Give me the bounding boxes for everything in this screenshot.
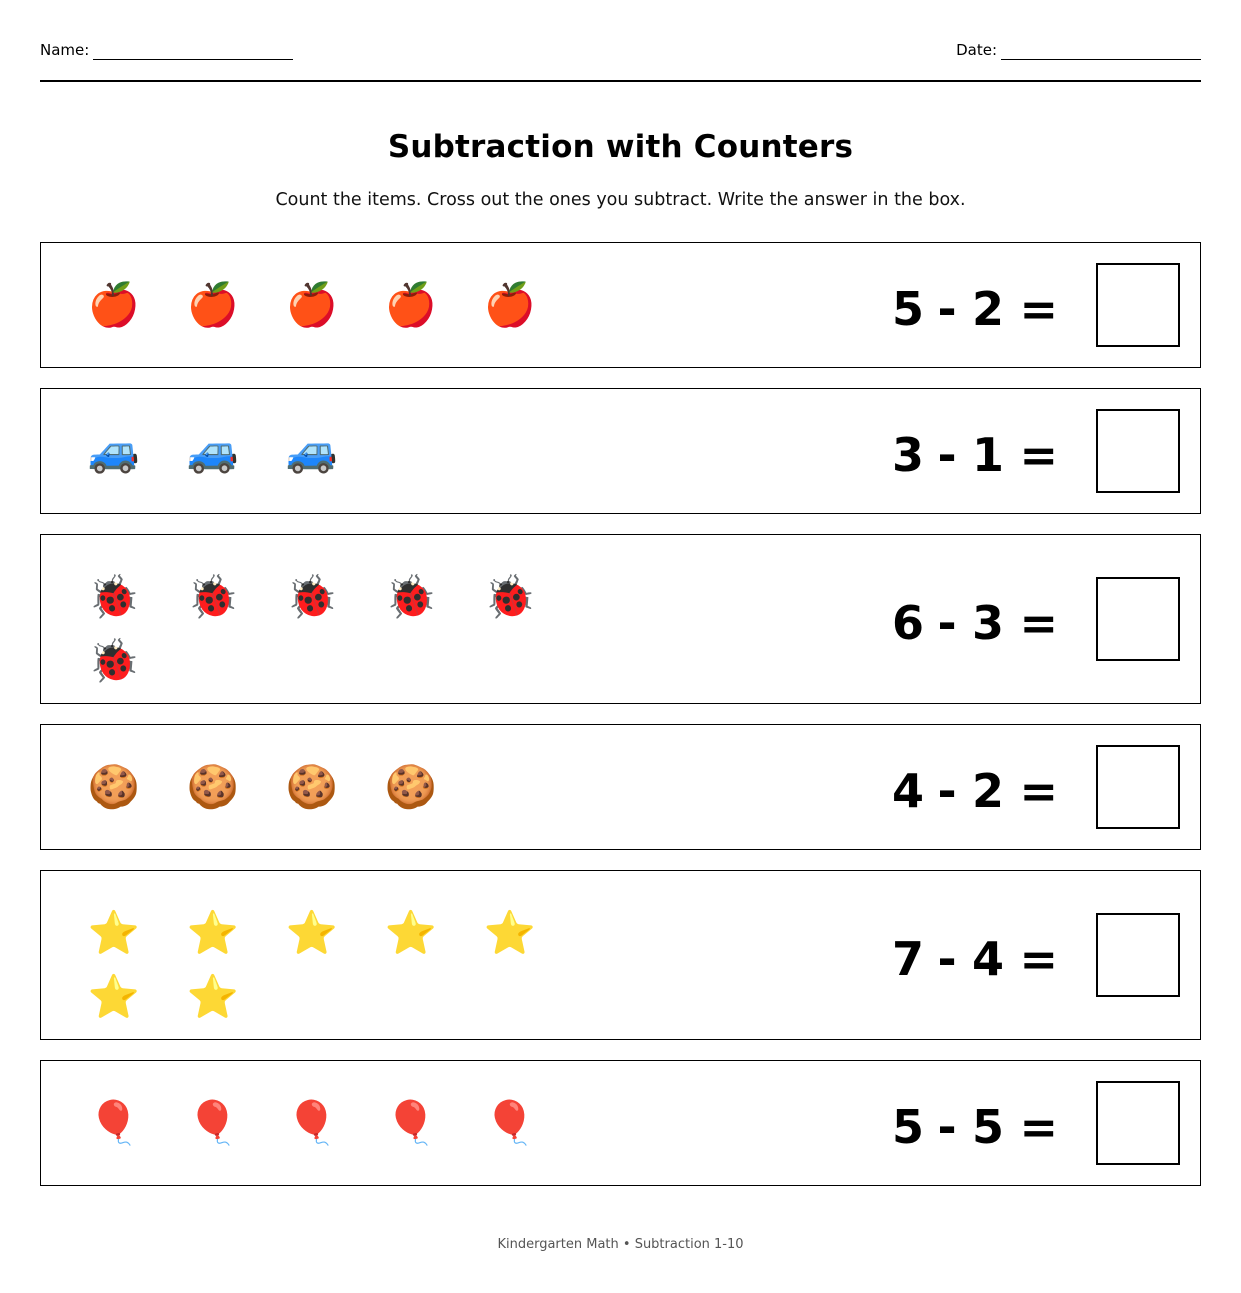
footer: Kindergarten Math • Subtraction 1-10 [497,1237,744,1252]
subtrahend: 2 [972,282,1005,336]
ladybug-icon[interactable]: 🐞 [87,572,141,621]
car-icon[interactable]: 🚙 [186,426,240,475]
problem-apple [40,242,1201,368]
cookie-icon[interactable]: 🍪 [285,762,339,811]
equals-sign: = [1019,932,1058,986]
subtrahend: 2 [972,764,1005,818]
ladybug-icon[interactable]: 🐞 [285,572,339,621]
equation [892,595,1058,651]
answer-box[interactable] [1096,263,1180,347]
name-label: Name: [40,41,90,59]
equals-sign: = [1019,428,1058,482]
equals-sign: = [1019,282,1058,336]
apple-icon[interactable]: 🍎 [483,280,537,329]
minuend: 6 [892,596,925,650]
minuend: 4 [892,764,925,818]
balloon-icon[interactable]: 🎈 [483,1098,537,1147]
minus-sign: - [937,282,957,336]
counters-group [89,573,609,685]
minuend: 3 [892,428,925,482]
star-icon[interactable]: ⭐ [186,972,240,1021]
star-icon[interactable]: ⭐ [186,908,240,957]
equals-sign: = [1019,764,1058,818]
minuend: 5 [892,1100,925,1154]
name-field [40,40,293,60]
problem-car [40,388,1201,514]
apple-icon[interactable]: 🍎 [384,280,438,329]
star-icon[interactable]: ⭐ [87,908,141,957]
counters-group [89,281,609,329]
date-field [956,40,1201,60]
page-title: Subtraction with Counters [387,129,854,165]
problem-balloon [40,1060,1201,1186]
apple-icon[interactable]: 🍎 [186,280,240,329]
counters-group [89,1099,609,1147]
header-divider [40,80,1201,82]
equation [892,427,1058,483]
ladybug-icon[interactable]: 🐞 [87,636,141,685]
counters-group [89,763,609,811]
equation [892,281,1058,337]
apple-icon[interactable]: 🍎 [87,280,141,329]
answer-box[interactable] [1096,913,1180,997]
minus-sign: - [937,932,957,986]
answer-box[interactable] [1096,745,1180,829]
balloon-icon[interactable]: 🎈 [285,1098,339,1147]
car-icon[interactable]: 🚙 [87,426,141,475]
cookie-icon[interactable]: 🍪 [87,762,141,811]
balloon-icon[interactable]: 🎈 [186,1098,240,1147]
star-icon[interactable]: ⭐ [483,908,537,957]
ladybug-icon[interactable]: 🐞 [186,572,240,621]
date-input-line[interactable] [1001,43,1201,60]
counters-group [89,427,609,475]
ladybug-icon[interactable]: 🐞 [483,572,537,621]
instructions: Count the items. Cross out the ones you subtract. Write the answer in the box. [275,190,966,210]
balloon-icon[interactable]: 🎈 [87,1098,141,1147]
apple-icon[interactable]: 🍎 [285,280,339,329]
problem-star [40,870,1201,1040]
counters-group [89,909,609,1021]
car-icon[interactable]: 🚙 [285,426,339,475]
cookie-icon[interactable]: 🍪 [384,762,438,811]
equation [892,763,1058,819]
star-icon[interactable]: ⭐ [87,972,141,1021]
worksheet-header [40,40,1201,62]
date-label: Date: [956,41,997,59]
minuend: 5 [892,282,925,336]
subtrahend: 5 [972,1100,1005,1154]
answer-box[interactable] [1096,409,1180,493]
answer-box[interactable] [1096,577,1180,661]
star-icon[interactable]: ⭐ [384,908,438,957]
equation [892,931,1058,987]
balloon-icon[interactable]: 🎈 [384,1098,438,1147]
minus-sign: - [937,764,957,818]
minus-sign: - [937,1100,957,1154]
subtrahend: 4 [972,932,1005,986]
answer-box[interactable] [1096,1081,1180,1165]
subtrahend: 3 [972,596,1005,650]
minus-sign: - [937,428,957,482]
equals-sign: = [1019,596,1058,650]
minuend: 7 [892,932,925,986]
minus-sign: - [937,596,957,650]
ladybug-icon[interactable]: 🐞 [384,572,438,621]
equation [892,1099,1058,1155]
problem-cookie [40,724,1201,850]
star-icon[interactable]: ⭐ [285,908,339,957]
cookie-icon[interactable]: 🍪 [186,762,240,811]
problem-ladybug [40,534,1201,704]
equals-sign: = [1019,1100,1058,1154]
subtrahend: 1 [972,428,1005,482]
name-input-line[interactable] [93,43,293,60]
